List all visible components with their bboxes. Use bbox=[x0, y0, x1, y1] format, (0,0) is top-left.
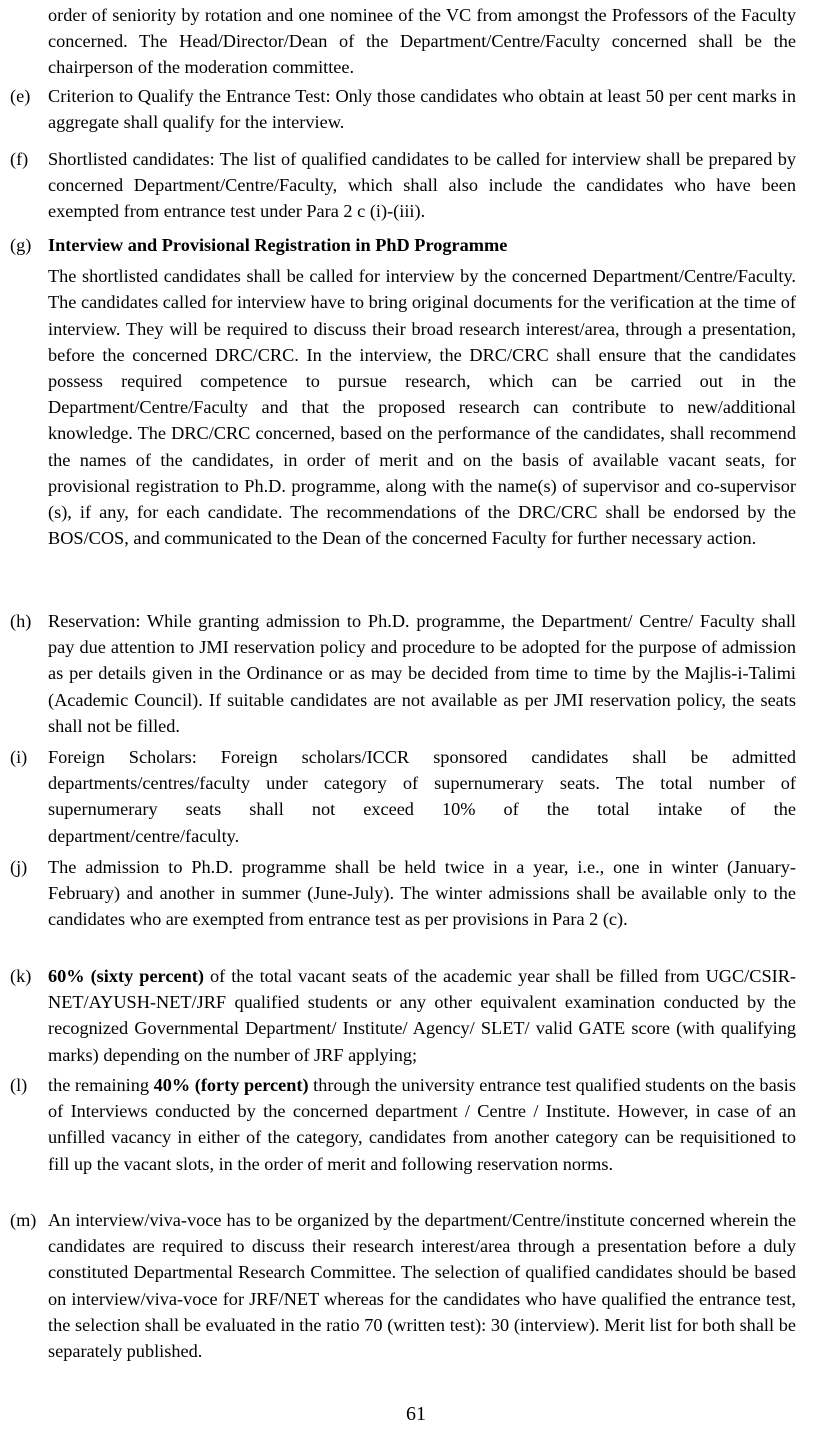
clause-text: Shortlisted candidates: The list of qualified candidates to be called for interview shall be prepared by concerned Department/Centre/Faculty, which shall also include the candidates who have been exempted from entrance test under Para 2 c (i)-(iii). bbox=[48, 149, 796, 222]
page-number: 61 bbox=[406, 1403, 426, 1425]
clause-text: through the university entrance test qualified students on the basis of Interviews conducted by the concerned department / Centre / Institute. However, in case of an unfilled vacancy in either of the category, candidates from another category can be requisitioned to fill up the vacant slots, in the order of merit and following reservation norms. bbox=[48, 1075, 796, 1174]
clause-text: Criterion to Qualify the Entrance Test: Only those candidates who obtain at least 50 per cent marks in aggregate shall qualify for the interview. bbox=[48, 86, 796, 133]
clause-label: (k) bbox=[10, 966, 32, 986]
clause-text: The admission to Ph.D. programme shall be held twice in a year, i.e., one in winter (January-February) and another in summer (June-July). The winter admissions shall be available only to the candidates who are exempted from entrance test as per provisions in Para 2 (c). bbox=[48, 857, 796, 930]
clause-label: (l) bbox=[10, 1075, 28, 1095]
clause-label: (h) bbox=[10, 611, 32, 631]
clause-heading: Interview and Provisional Registration in PhD Programme bbox=[48, 235, 508, 255]
clause-text: Foreign Scholars: Foreign scholars/ICCR sponsored candidates shall be admitted departments/centres/faculty under category of supernumerary seats. The total number of supernumerary seats shall not exceed 10% of the total intake of the bbox=[48, 747, 796, 820]
clause-text: of the total vacant seats of the academic year shall be filled from UGC/CSIR-NET/AYUSH-NET/JRF qualified students or any other equivalent examination conducted by the recognized Governmental Department/ Institute/ Agency/ SLET/ valid GATE score (with qualifying marks) depending on the number of JRF applying; bbox=[48, 966, 796, 1065]
clause-l bbox=[10, 1072, 796, 1177]
clause-f bbox=[10, 146, 796, 225]
clause-g bbox=[10, 232, 796, 551]
clause-j bbox=[10, 854, 796, 933]
clause-text: An interview/viva-voce has to be organized by the department/Centre/institute concerned wherein the candidates are required to discuss their research interest/area through a presentation before a duly constituted Departmental Research Committee. The selection of qualified candidates should be based on interview/viva-voce for JRF/NET whereas for the candidates who have qualified the entrance test, the selection shall be evaluated in the ratio 70 (written test): 30 (interview). Merit list for both shall be separately published. bbox=[48, 1210, 796, 1362]
clause-m bbox=[10, 1207, 796, 1364]
clause-pre: the remaining bbox=[48, 1075, 154, 1095]
clause-bold: 60% (sixty percent) bbox=[48, 966, 204, 986]
clause-text-end: department/centre/faculty. bbox=[48, 825, 240, 846]
clause-label: (j) bbox=[10, 857, 28, 877]
clause-i bbox=[10, 744, 796, 849]
clause-label: (i) bbox=[10, 747, 28, 767]
clause-text-wrap bbox=[48, 1072, 796, 1177]
clause-text: Reservation: While granting admission to Ph.D. programme, the Department/ Centre/ Faculty shall pay due attention to JMI reservation policy and procedure to be adopted for the purpose of admission as per details given in the Ordinance or as may be decided from time to time by the Majlis-i-Talimi (Academic Council). If suitable candidates are not available as per JMI reservation policy, the seats shall not be filled. bbox=[48, 611, 796, 736]
clause-text-wrap bbox=[48, 963, 796, 1068]
clause-label: (e) bbox=[10, 86, 31, 106]
clause-h bbox=[10, 608, 796, 739]
continuation-paragraph: order of seniority by rotation and one nominee of the VC from amongst the Professors of the Faculty concerned. The Head/Director/Dean of the Department/Centre/Faculty concerned shall be the chairperson of the moderation committee. bbox=[48, 5, 796, 78]
clause-k bbox=[10, 963, 796, 1068]
clause-label: (g) bbox=[10, 235, 32, 255]
clause-e bbox=[10, 83, 796, 135]
clause-bold: 40% (forty percent) bbox=[153, 1075, 309, 1095]
clause-label: (f) bbox=[10, 149, 29, 169]
clause-label: (m) bbox=[10, 1210, 37, 1230]
clause-text: The shortlisted candidates shall be called for interview by the concerned Department/Centre/Faculty. The candidates called for interview have to bring original documents for the verification at the time of interview. They will be required to discuss their broad research interest/area, through a presentation, before the concerned DRC/CRC. In the interview, the DRC/CRC shall ensure that the candidates possess required competence to pursue research, which can be carried out in the Department/Centre/Faculty and that the proposed research can contribute to new/additional knowledge. The DRC/CRC concerned, based on the performance of the candidates, shall recommend the names of the candidates, in order of merit and on the basis of available vacant seats, for provisional registration to Ph.D. programme, along with the name(s) of supervisor and co-supervisor (s), if any, for each candidate. The recommendations of the DRC/CRC shall be endorsed by the BOS/COS, and communicated to the Dean of the concerned Faculty for further necessary action. bbox=[48, 266, 796, 549]
